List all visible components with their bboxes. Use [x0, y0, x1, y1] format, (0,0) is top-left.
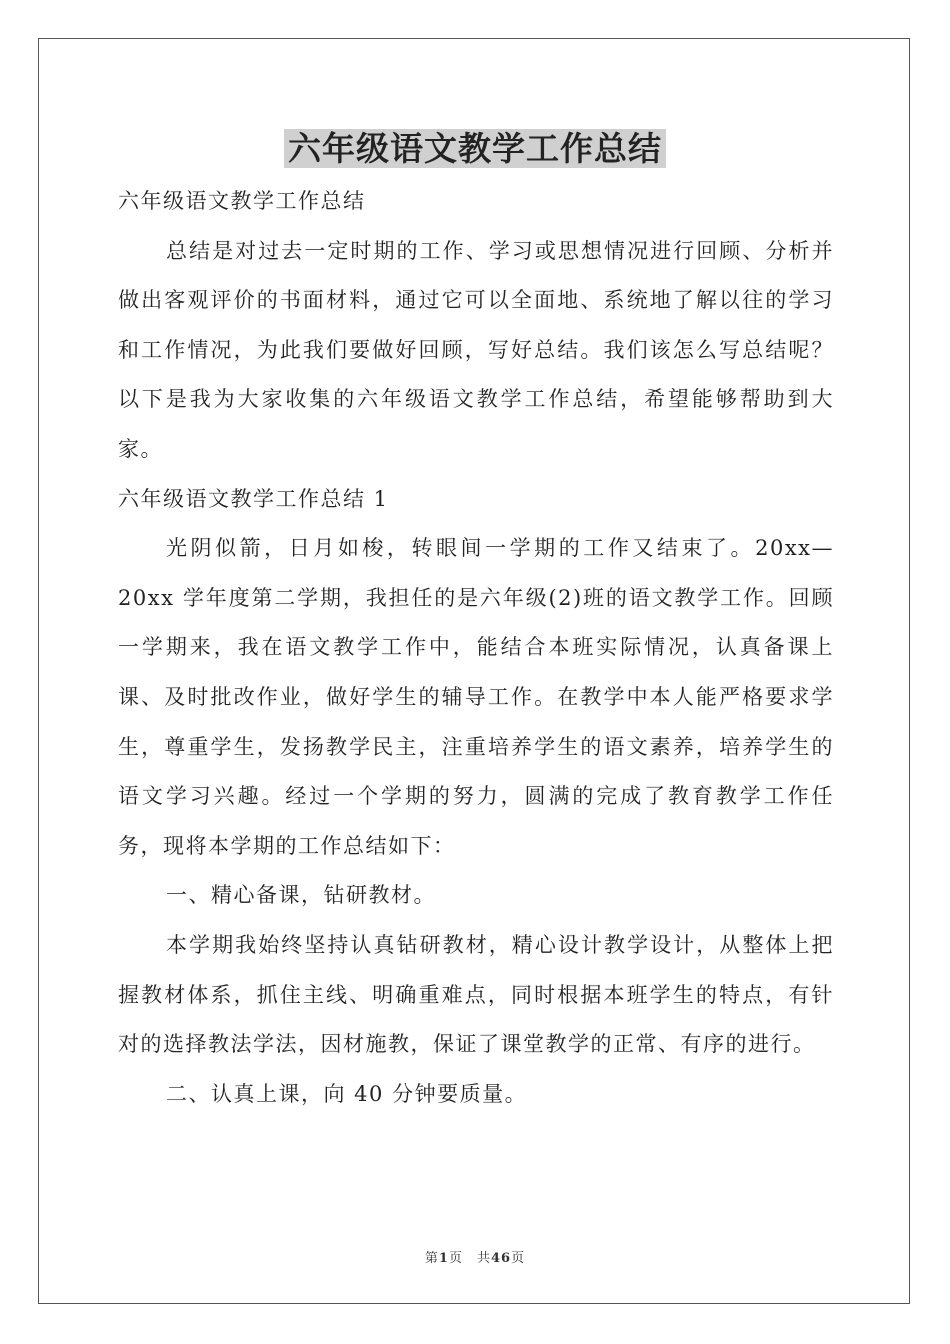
- current-page-number: 1: [438, 1251, 449, 1266]
- page-prefix: 第: [424, 1251, 439, 1266]
- list-heading: 一、精心备课，钻研教材。: [166, 883, 436, 908]
- total-suffix: 页: [511, 1251, 526, 1266]
- title-text: 六年级语文教学工作总结: [284, 129, 666, 168]
- list-heading: 二、认真上课，向 40 分钟要质量。: [166, 1081, 528, 1106]
- section-heading: 六年级语文教学工作总结 1: [118, 486, 389, 511]
- document-title: [0, 126, 950, 172]
- page-footer: [0, 1247, 950, 1266]
- body-paragraph: 光阴似箭，日月如梭，转眼间一学期的工作又结束了。20xx—20xx 学年度第二学期，我担任的是六年级(2)班的语文教学工作。回顾一学期来，我在语文教学工作中，能结合本班实际情况，认真备课上课、及时批改作业，做好学生的辅导工作。在教学中本人能严格要求学生，尊重学生，发扬教学民主，注重培养学生的语文素养，培养学生的语文学习兴趣。经过一个学期的努力，圆满的完成了教育教学工作任务，现将本学期的工作总结如下：: [118, 536, 834, 858]
- document-body: [118, 177, 834, 1119]
- subtitle-paragraph: 六年级语文教学工作总结: [118, 189, 366, 213]
- total-prefix: 共: [476, 1251, 491, 1266]
- page-suffix: 页: [448, 1251, 463, 1266]
- body-paragraph: 本学期我始终坚持认真钻研教材，精心设计教学设计，从整体上把握教材体系，抓住主线、明确重难点，同时根据本班学生的特点，有针对的选择教法学法，因材施教，保证了课堂教学的正常、有序的进行。: [118, 932, 834, 1057]
- intro-paragraph: 总结是对过去一定时期的工作、学习或思想情况进行回顾、分析并做出客观评价的书面材料，通过它可以全面地、系统地了解以往的学习和工作情况，为此我们要做好回顾，写好总结。我们该怎么写总结呢？以下是我为大家收集的六年级语文教学工作总结，希望能够帮助到大家。: [118, 238, 834, 461]
- total-page-count: 46: [490, 1251, 512, 1266]
